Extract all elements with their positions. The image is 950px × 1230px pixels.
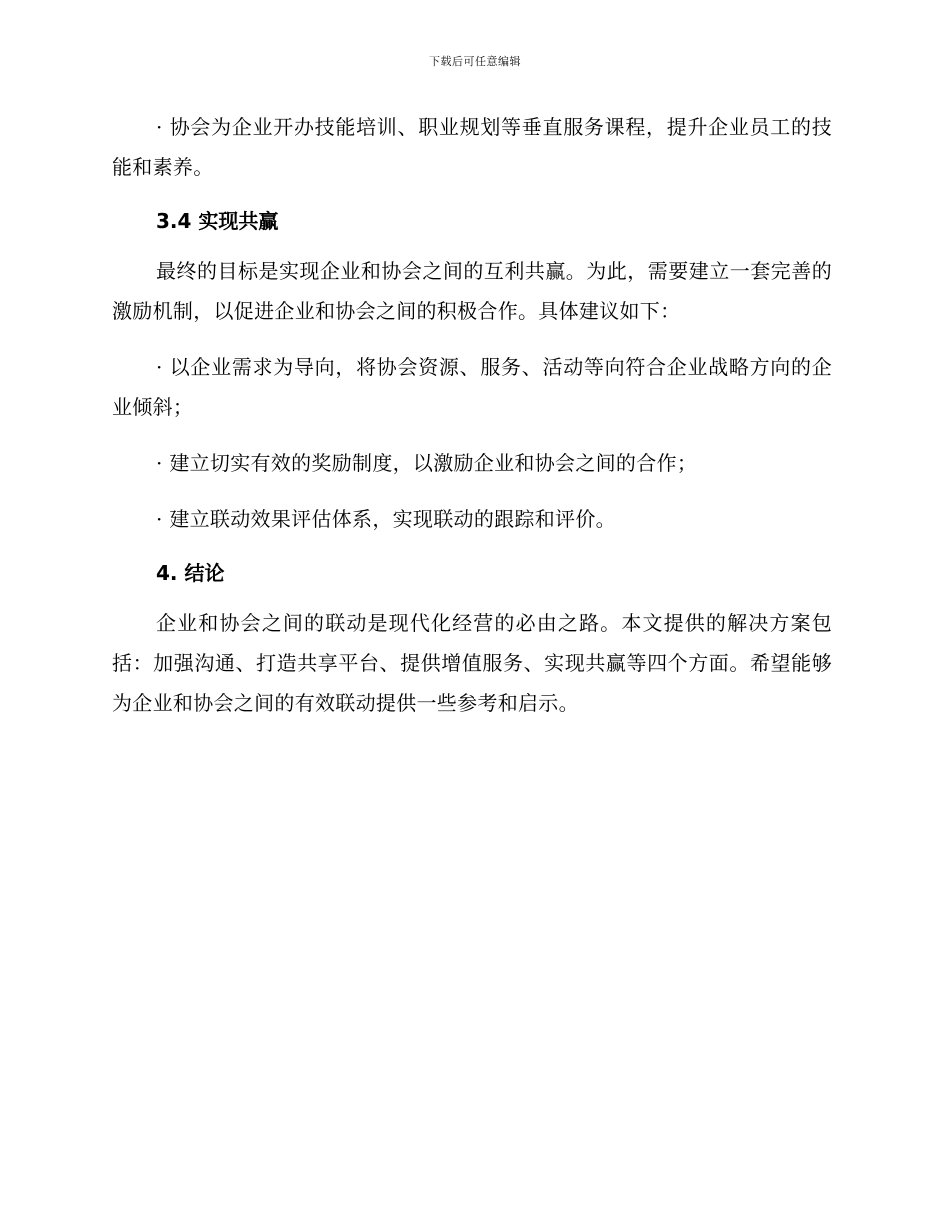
bullet-training-courses: · 协会为企业开办技能培训、职业规划等垂直服务课程，提升企业员工的技能和素养。 — [112, 115, 832, 179]
paragraph-win-win-goal: 最终的目标是实现企业和协会之间的互利共赢。为此，需要建立一套完善的激励机制，以促进企业和协会之间的积极合作。具体建议如下： — [112, 259, 832, 323]
bullet-evaluation-system: · 建立联动效果评估体系，实现联动的跟踪和评价。 — [156, 507, 616, 531]
document-body — [112, 107, 832, 739]
bullet-reward-system: · 建立切实有效的奖励制度，以激励企业和协会之间的合作； — [156, 451, 698, 475]
section-heading-4: 4. 结论 — [156, 561, 225, 585]
paragraph-conclusion: 企业和协会之间的联动是现代化经营的必由之路。本文提供的解决方案包括：加强沟通、打造共享平台、提供增值服务、实现共赢等四个方面。希望能够为企业和协会之间的有效联动提供一些参考和启示。 — [112, 611, 832, 715]
section-heading-3-4: 3.4 实现共赢 — [156, 209, 279, 233]
bullet-demand-oriented: · 以企业需求为导向，将协会资源、服务、活动等向符合企业战略方向的企业倾斜； — [112, 355, 832, 419]
page-header-note: 下载后可任意编辑 — [429, 55, 521, 68]
